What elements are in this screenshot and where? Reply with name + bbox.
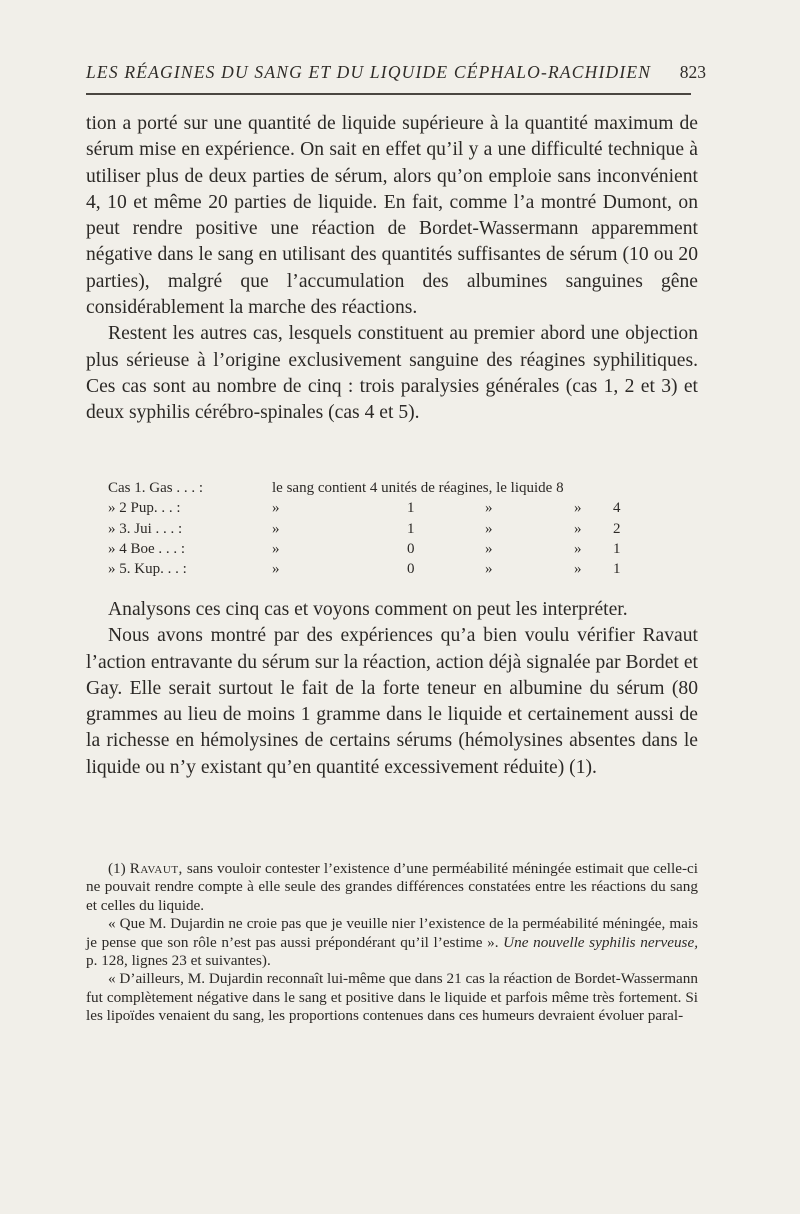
case-liquide-value: 2 [613,520,621,537]
footnote-mark: (1) [108,860,126,877]
footnotes [86,860,698,1026]
case-sang-value: 0 [407,540,415,557]
main-text-top [86,111,698,427]
paragraph-3: Analysons ces cinq cas et voyons comment on peut les interpréter. [108,599,628,620]
page-header [86,62,710,92]
table-row [108,519,668,539]
case-ditto: » [272,500,280,517]
case-sang-value: 1 [407,520,415,537]
paragraph-1: tion a porté sur une quantité de liquide supérieure à la quantité maximum de sérum mise en expérience. On sait en effet qu’il y a une difficulté technique à utiliser plus de deux parties de sérum, alors qu’on emploie sans inconvénient 4, 10 et même 20 parties de liquide. En fait, comme l’a montré Dumont, on peut rendre positive une réaction de Bordet-Wassermann apparemment négative dans le sang en utilisant des quantités suffisantes de sérum (10 ou 20 parties), malgré que l’accumulation des albumines sanguines gêne considérablement la marche des réactions. [86,113,698,319]
case-label: » 4 Boe . . . : [108,540,186,557]
case-label: » 5. Kup. . . : [108,561,187,578]
table-row [108,478,668,498]
page-number: 823 [679,62,706,82]
footnote-author: Ravaut, [129,860,183,877]
paragraph-2: Restent les autres cas, lesquels constituent au premier abord une objection plus sérieuse à l’origine exclusivement sanguine des réagines syphilitiques. Ces cas sont au nombre de cinq : trois paralysies générales (cas 1, 2 et 3) et deux syphilis cérébro-spinales (cas 4 et 5). [86,323,698,424]
case-ditto: » [485,561,493,578]
footnote-1-text: sans vouloir contester l’existence d’une perméabilité méningée estimait que celle-ci ne pouvait rendre compte à elle seule des grandes différences constatées entre les réactions du sang et celles du liquide. [86,860,698,914]
case-ditto: » [272,561,280,578]
case-ditto: » [574,561,582,578]
footnote-book-title: Une nouvelle syphilis nerveuse, [503,933,699,951]
case-ditto: » [574,540,582,557]
table-row [108,498,668,518]
case-ditto: » [272,520,280,537]
case-ditto: » [485,500,493,517]
main-text-bottom [86,597,698,781]
case-sang-value: 1 [407,500,415,517]
cases-table [108,478,668,579]
case-liquide-value: 1 [613,540,621,557]
footnote-1 [86,860,698,915]
footnote-reference: p. 128, lignes 23 et suivantes). [86,952,271,970]
footnote-quote-text: « Que M. Dujardin ne croie pas que je veuille nier l’existence de la perméabilité méningée, mais je pense que son rôle n’est pas aussi prépondérant qu’il l’estime ». [86,915,698,951]
case-ditto: » [574,500,582,517]
running-title: LES RÉAGINES DU SANG ET DU LIQUIDE CÉPHALO-RACHIDIEN [86,62,652,82]
header-rule [86,93,691,95]
case-label: » 3. Jui . . . : [108,520,183,537]
case-ditto: » [485,520,493,537]
case-ditto: » [272,540,280,557]
paragraph-4: Nous avons montré par des expériences qu’a bien voulu vérifier Ravaut l’action entravante du sérum sur la réaction, action déjà signalée par Bordet et Gay. Elle serait surtout le fait de la forte teneur en albumine du sérum (80 grammes au lieu de moins 1 gramme dans le liquide et certainement aussi de la richesse en hémolysines de certains sérums (hémolysines absentes dans le liquide ou n’y existant qu’en quantité excessivement réduite) (1). [86,625,698,778]
footnote-quote [86,915,698,970]
case-label: » 2 Pup. . . : [108,500,181,517]
case-liquide-value: 4 [613,500,621,517]
case-label: Cas 1. Gas . . . : [108,480,203,496]
case-ditto: » [574,520,582,537]
case-sang-value: 0 [407,561,415,578]
table-row [108,559,668,579]
case-ditto: » [485,540,493,557]
case-header-text: le sang contient 4 unités de réagines, le liquide 8 [272,480,564,496]
case-liquide-value: 1 [613,561,621,578]
footnote-continuation: « D’ailleurs, M. Dujardin reconnaît lui-même que dans 21 cas la réaction de Bordet-Wassermann fut complètement négative dans le sang et positive dans le liquide et parfois même très fortement. Si les lipoïdes venaient du sang, les proportions contenues dans ces humeurs devraient évoluer paral- [86,970,698,1025]
table-row [108,539,668,559]
